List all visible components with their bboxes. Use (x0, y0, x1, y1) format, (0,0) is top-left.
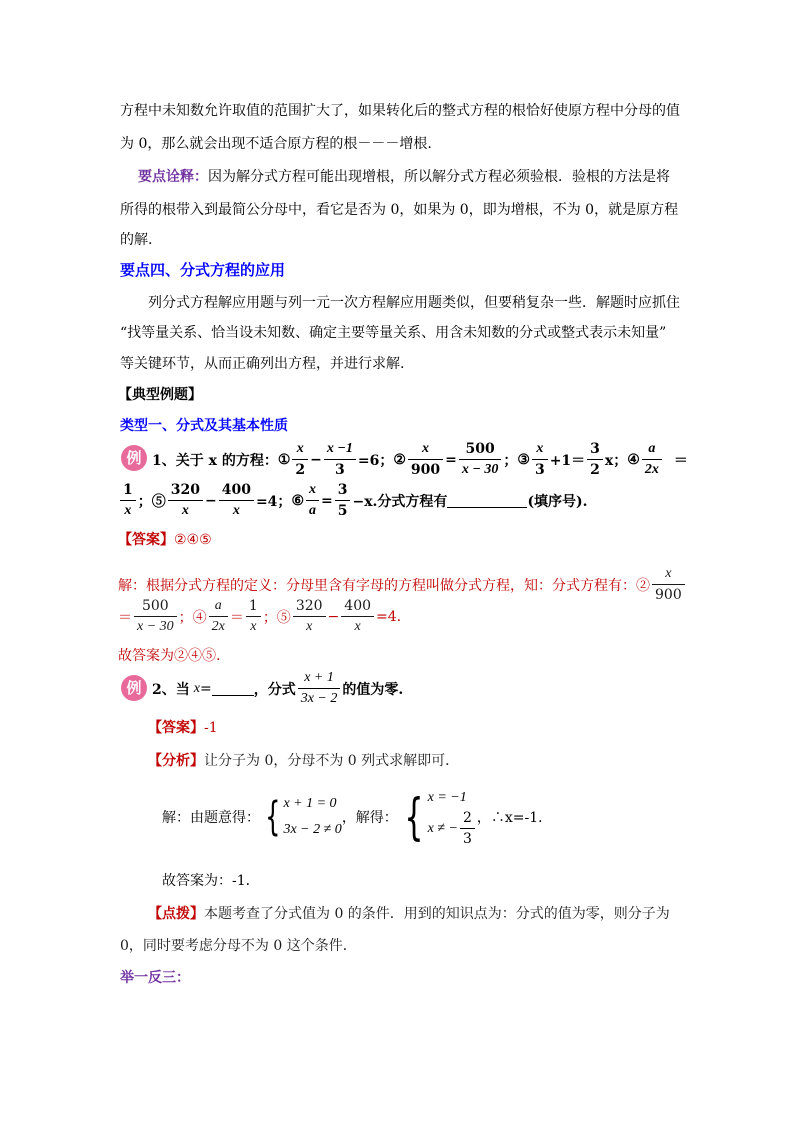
note-line-2: 所得的根带入到最简公分母中，看它是否为 0，如果为 0，即为增根，不为 0，就是原方程 (120, 202, 679, 218)
equals-four: =4. (376, 608, 402, 625)
example-2-tip-line-2: 0，同时要考虑分母不为 0 这个条件． (120, 938, 357, 954)
example-2-analysis (148, 750, 459, 770)
section-line-2: “找等量关系、恰当设未知数、确定主要等量关系、用含未知数的分式或整式表示未知量” (120, 325, 667, 341)
example-1-tail: −x.分式方程有 (352, 493, 448, 510)
section-line-1: 列分式方程解应用题与列一元一次方程解应用题类似，但要稍复杂一些．解题时应抓住 (148, 295, 680, 311)
equals-sign: ＝ (229, 609, 244, 626)
system-1-eq-b: 3x − 2 ≠ 0 (283, 821, 342, 837)
marker-5: ；⑤ (262, 609, 291, 626)
fraction: $\frac{320}{x}$ (293, 598, 326, 635)
note-text-1: 因为解分式方程可能出现增根，所以解分式方程必须验根．验根的方法是将 (208, 169, 670, 185)
example-2-solution (162, 786, 552, 847)
marker-6: ⑥ (291, 492, 304, 509)
tip-text-1: 本题考查了分式值为 0 的条件．用到的知识点为：分式的值为零，则分子为 (204, 906, 670, 922)
system-2-eq-b (428, 810, 477, 847)
solution-mid: ，解得： (341, 809, 398, 826)
example-1-solution-line-2 (118, 598, 401, 635)
marker-4: ④ (627, 451, 640, 468)
fraction: $\frac{500}{x - 30}$ (134, 598, 177, 635)
fraction: $\frac{a}{2x}$ (642, 441, 662, 478)
marker-4: ；④ (178, 609, 207, 626)
fraction: $\frac{400}{x}$ (341, 598, 374, 635)
answer-label: 【答案】 (118, 532, 174, 548)
x-separator: x； (604, 452, 628, 469)
answer-blank[interactable] (447, 493, 527, 508)
system-2-eq-b-lead: x ≠ − (427, 820, 458, 836)
system-2-eq-a: x = −1 (427, 790, 467, 805)
equals-sign: ＝ (118, 609, 132, 626)
fraction: $\frac{x}{2}$ (292, 441, 308, 478)
fraction: $\frac{1}{x}$ (246, 598, 261, 635)
intro-line-2: 为 0，那么就会出现不适合原方程的根－－－增根. (120, 136, 432, 152)
answer-value: ②④⑤ (174, 532, 212, 548)
example-2-final: 故答案为：-1． (162, 873, 260, 889)
fraction: $\frac{x + 1}{3x - 2}$ (298, 670, 341, 707)
variable-x: x (193, 680, 200, 696)
fraction: $\frac{3}{5}$ (335, 482, 351, 519)
marker-2: ② (393, 451, 406, 468)
answer-value: -1 (204, 720, 218, 736)
example-1-answer (118, 529, 212, 549)
marker-1: ① (277, 451, 291, 468)
solution-tail: ，∴x=-1． (476, 809, 553, 826)
left-brace-icon: { (265, 793, 281, 840)
example-badge-1: 例 (121, 445, 147, 471)
solution-lead: 解：根据分式方程的定义：分母里含有字母的方程叫做分式方程，知：分式方程有：② (118, 577, 650, 594)
analysis-label: 【分析】 (148, 753, 204, 769)
equals-sign: ＝ (673, 452, 688, 469)
system-1-eq-a: x + 1 = 0 (283, 795, 337, 811)
fraction: $\frac{2}{3}$ (460, 810, 475, 847)
plus-one: +1＝ (549, 452, 586, 469)
minus-sign: − (204, 492, 217, 509)
equation-system-2 (428, 786, 477, 847)
example-2-tail: 的值为零. (342, 681, 404, 698)
fraction: $\frac{500}{x - 30}$ (459, 441, 501, 478)
section-title: 要点四、分式方程的应用 (120, 261, 286, 279)
marker-3: ③ (517, 451, 530, 468)
minus-sign: − (310, 451, 322, 468)
example-2-line (152, 670, 403, 707)
fraction: $\frac{a}{2x}$ (209, 598, 228, 635)
minus-sign: − (327, 608, 340, 625)
answer-label: 【答案】 (148, 720, 204, 736)
example-badge-2: 例 (121, 675, 147, 701)
type-one-title: 类型一、分式及其基本性质 (120, 418, 288, 434)
example-1-line-2 (118, 482, 588, 519)
fraction: $\frac{3}{2}$ (587, 441, 603, 478)
equation-system-1 (283, 791, 341, 843)
equals-sign: = (199, 680, 212, 697)
separator: ； (503, 452, 518, 469)
practice-label: 举一反三： (120, 970, 190, 986)
tip-label: 【点拨】 (148, 906, 204, 922)
equals-six: =6； (357, 452, 394, 469)
fraction: $\frac{x}{900}$ (652, 566, 685, 603)
fraction: $\frac{400}{x}$ (219, 482, 254, 519)
note-line-1 (138, 166, 670, 186)
fraction: $\frac{1}{x}$ (120, 482, 136, 519)
note-line-3: 的解. (120, 232, 153, 248)
example-2-lead: 2、当 (152, 681, 190, 698)
fraction: $\frac{320}{x}$ (168, 482, 203, 519)
left-brace-icon: { (404, 787, 424, 846)
section-line-3: 等关键环节，从而正确列出方程，并进行求解. (120, 356, 405, 372)
fraction: $\frac{x -1}{3}$ (324, 441, 356, 478)
equals-sign: = (445, 451, 457, 468)
example-2-tip-line-1 (148, 903, 670, 923)
solution-lead: 解：由题意得： (162, 809, 260, 826)
analysis-text: 让分子为 0，分母不为 0 列式求解即可． (204, 753, 460, 769)
fraction: $\frac{x}{900}$ (408, 441, 443, 478)
example-1-line-1 (152, 441, 688, 478)
intro-line-1: 方程中未知数允许取值的范围扩大了，如果转化后的整式方程的根恰好使原方程中分母的值 (120, 103, 680, 119)
example-2-mid: ，分式 (253, 681, 296, 698)
typical-examples-label: 【典型例题】 (118, 387, 202, 403)
fraction: $\frac{x}{a}$ (306, 482, 319, 519)
note-label: 要点诠释： (138, 169, 208, 185)
answer-blank[interactable] (212, 681, 254, 696)
equals-sign: = (321, 492, 333, 509)
fraction: $\frac{x}{3}$ (532, 441, 548, 478)
fill-instruction: (填序号). (527, 493, 588, 510)
example-1-lead: 1、关于 x 的方程： (152, 452, 278, 469)
equals-four: =4； (255, 493, 292, 510)
example-2-answer (148, 717, 218, 737)
example-1-final: 故答案为②④⑤. (118, 648, 221, 664)
marker-5: ；⑤ (137, 493, 166, 510)
